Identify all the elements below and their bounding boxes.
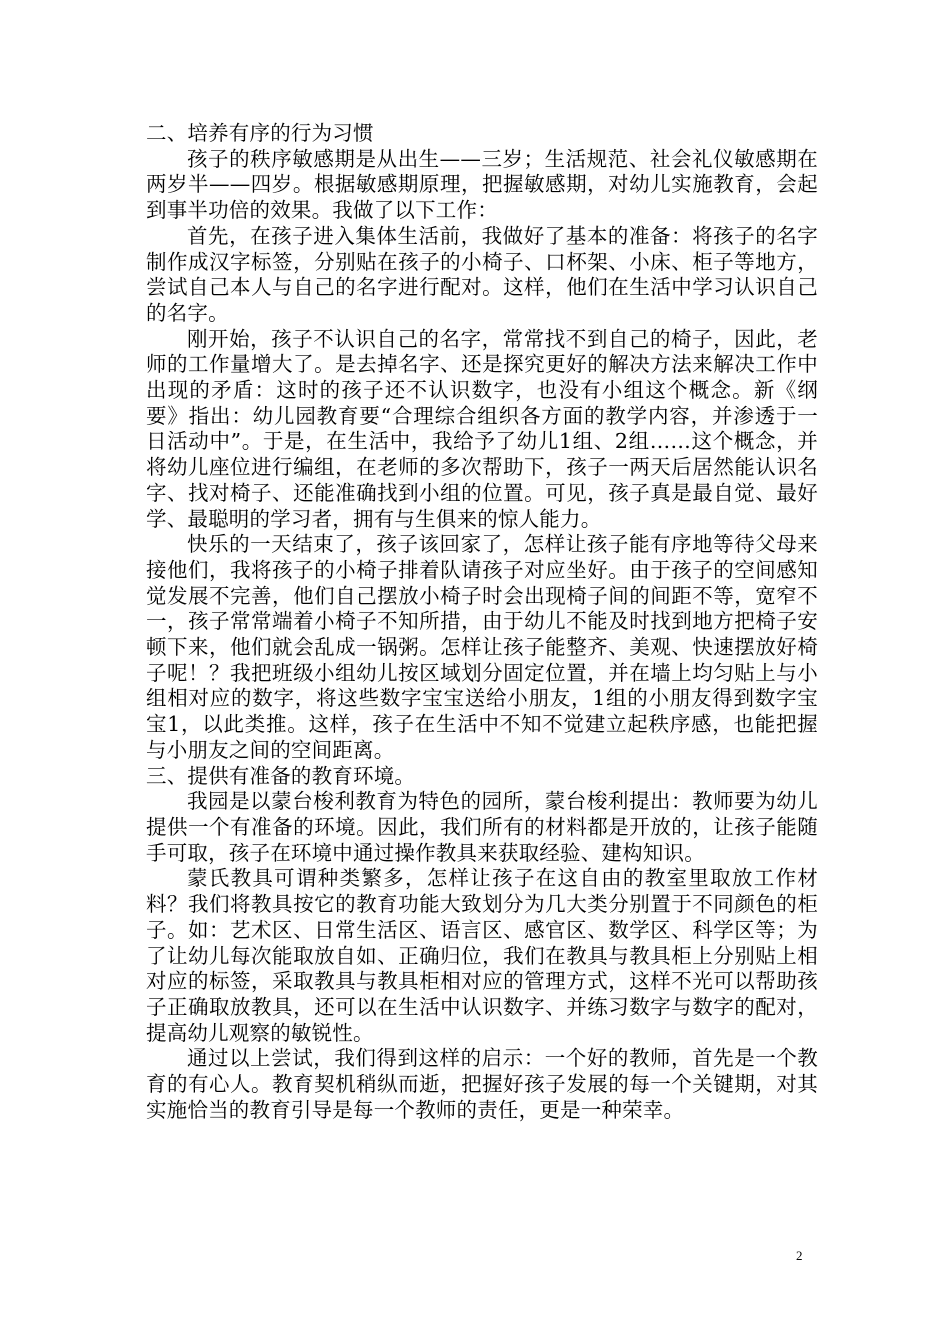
paragraph: 蒙氏教具可谓种类繁多，怎样让孩子在这自由的教室里取放工作材料？我们将教具按它的教育功能大致划分为几大类分别置于不同颜色的柜子。如：艺术区、日常生活区、语言区、感官区、数学区、科学区等；为了让幼儿每次能取放自如、正确归位，我们在教具与教具柜上分别贴上相对应的标签，采取教具与教具柜相对应的管理方式，这样不光可以帮助孩子正确取放教具，还可以在生活中认识数字、并练习数字与数字的配对，提高幼儿观察的敏锐性。 xyxy=(146,866,818,1045)
section-heading: 三、提供有准备的教育环境。 xyxy=(146,763,416,788)
paragraph: 刚开始，孩子不认识自己的名字，常常找不到自己的椅子，因此，老师的工作量增大了。是去掉名字、还是探究更好的解决方法来解决工作中出现的矛盾：这时的孩子还不认识数字，也没有小组这个概念。新《纲要》指出：幼儿园教育要“合理综合组织各方面的教学内容，并渗透于一日活动中”。于是，在生活中，我给予了幼儿1组、2组……这个概念，并将幼儿座位进行编组，在老师的多次帮助下，孩子一两天后居然能认识名字、找对椅子、还能准确找到小组的位置。可见，孩子真是最自觉、最好学、最聪明的学习者，拥有与生俱来的惊人能力。 xyxy=(146,326,818,531)
document-body xyxy=(146,121,818,1123)
paragraph: 首先，在孩子进入集体生活前，我做好了基本的准备：将孩子的名字制作成汉字标签，分别贴在孩子的小椅子、口杯架、小床、柜子等地方，尝试自己本人与自己的名字进行配对。这样，他们在生活中学习认识自己的名字。 xyxy=(146,223,818,325)
paragraph: 孩子的秩序敏感期是从出生——三岁；生活规范、社会礼仪敏感期在两岁半——四岁。根据敏感期原理，把握敏感期，对幼儿实施教育，会起到事半功倍的效果。我做了以下工作： xyxy=(146,146,818,223)
paragraph: 快乐的一天结束了，孩子该回家了，怎样让孩子能有序地等待父母来接他们，我将孩子的小椅子排着队请孩子对应坐好。由于孩子的空间感知觉发展不完善，他们自己摆放小椅子时会出现椅子间的间距不等，宽窄不一，孩子常常端着小椅子不知所措，由于幼儿不能及时找到地方把椅子安顿下来，他们就会乱成一锅粥。怎样让孩子能整齐、美观、快速摆放好椅子呢！？我把班级小组幼儿按区域划分固定位置，并在墙上均匀贴上与小组相对应的数字，将这些数字宝宝送给小朋友，1组的小朋友得到数字宝宝1，以此类推。这样，孩子在生活中不知不觉建立起秩序感，也能把握与小朋友之间的空间距离。 xyxy=(146,532,818,762)
section-heading: 二、培养有序的行为习惯 xyxy=(146,121,374,145)
paragraph: 通过以上尝试，我们得到这样的启示：一个好的教师，首先是一个教育的有心人。教育契机稍纵而逝，把握好孩子发展的每一个关键期，对其实施恰当的教育引导是每一个教师的责任，更是一种荣幸。 xyxy=(146,1046,818,1122)
paragraph: 我园是以蒙台梭利教育为特色的园所，蒙台梭利提出：教师要为幼儿提供一个有准备的环境。因此，我们所有的材料都是开放的，让孩子能随手可取，孩子在环境中通过操作教具来获取经验、建构知识。 xyxy=(146,789,818,865)
page-number: 2 xyxy=(796,1248,803,1263)
